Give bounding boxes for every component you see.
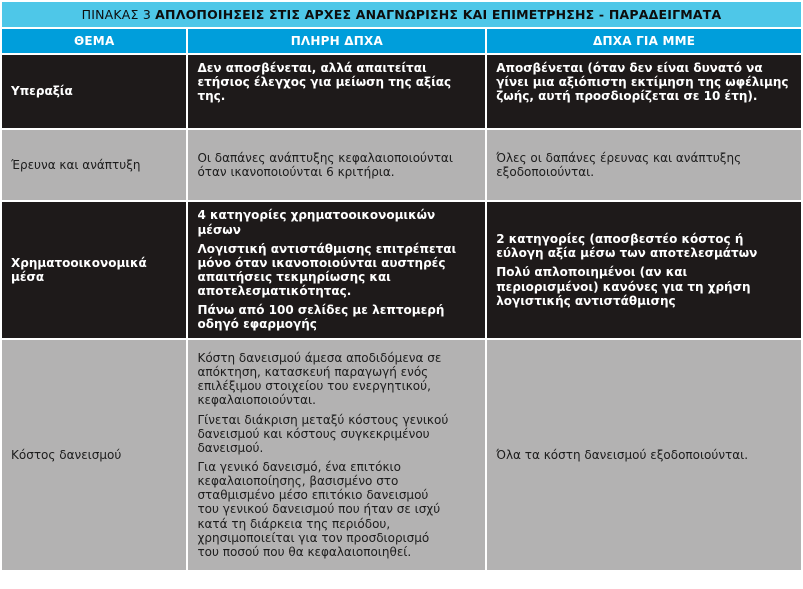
cell-paragraph: Όλα τα κόστη δανεισμού εξοδοποιούνται. (496, 447, 749, 462)
cell-paragraph: Λογιστική αντιστάθμισης επιτρέπεται μόνο όταν ικανοποιούνται αυστηρές απαιτήσεις τεκμηρίωσης και αποτελεσματικότητας. (197, 241, 457, 299)
table-title-text: ΑΠΛΟΠΟΙΗΣΕΙΣ ΣΤΙΣ ΑΡΧΕΣ ΑΝΑΓΝΩΡΙΣΗΣ ΚΑΙ ΕΠΙΜΕΤΡΗΣΗΣ - ΠΑΡΑΔΕΙΓΜΑΤΑ (155, 7, 722, 22)
full-ifrs-cell (188, 55, 485, 128)
full-ifrs-cell (188, 340, 485, 570)
cell-paragraph: Κόστη δανεισμού άμεσα αποδιδόμενα σε απόκτηση, κατασκευή παραγωγή ενός επιλέξιμου στοιχείου του ενεργητικού, κεφαλαιοποιούνται. (197, 350, 442, 408)
full-ifrs-cell (188, 202, 485, 338)
column-header-row (2, 29, 801, 53)
sme-ifrs-cell (487, 202, 801, 338)
table-title (2, 2, 801, 27)
table-body (2, 55, 801, 570)
cell-paragraph: Δεν αποσβένεται, αλλά απαιτείται ετήσιος έλεγχος για μείωση της αξίας της. (197, 61, 452, 104)
theme-cell: Χρηματοοικονομικά μέσα (2, 202, 186, 338)
column-header-theme: ΘΕΜΑ (2, 29, 186, 53)
table-row (2, 202, 801, 338)
cell-paragraph: Πάνω από 100 σελίδες με λεπτομερή οδηγό εφαρμογής (197, 303, 445, 332)
table-row (2, 55, 801, 128)
cell-paragraph: 4 κατηγορίες χρηματοοικονομικών μέσων (197, 208, 436, 237)
column-header-sme-ifrs: ΔΠΧΑ ΓΙΑ ΜΜΕ (487, 29, 801, 53)
theme-cell: Υπεραξία (2, 55, 186, 128)
column-header-full-ifrs: ΠΛΗΡΗ ΔΠΧΑ (188, 29, 485, 53)
cell-paragraph: Οι δαπάνες ανάπτυξης κεφαλαιοποιούνται όταν ικανοποιούνται 6 κριτήρια. (197, 150, 453, 179)
sme-ifrs-cell (487, 130, 801, 200)
cell-paragraph: Για γενικό δανεισμό, ένα επιτόκιο κεφαλαιοποίησης, βασισμένο στο σταθμισμένο μέσο επιτόκιο δανεισμού του γενικού δανεισμού που ήταν σε ισχύ κατά τη διάρκεια της περιόδου, χρησιμοποιείται για τον προσδιορισμό του ποσού που θα κεφαλαιοποιηθεί. (197, 460, 441, 559)
table-row (2, 340, 801, 570)
cell-paragraph: Γίνεται διάκριση μεταξύ κόστους γενικού δανεισμού και κόστους συγκεκριμένου δανεισμού. (197, 412, 449, 455)
cell-paragraph: 2 κατηγορίες (αποσβεστέο κόστος ή εύλογη αξία μέσω των αποτελεσμάτων (496, 232, 758, 261)
cell-paragraph: Όλες οι δαπάνες έρευνας και ανάπτυξης εξοδοποιούνται. (496, 150, 742, 179)
table-title-row (2, 2, 801, 27)
cell-paragraph: Πολύ απλοποιημένοι (αν και περιορισμένοι) κανόνες για τη χρήση λογιστικής αντιστάθμισης (496, 265, 751, 308)
cell-paragraph: Αποσβένεται (όταν δεν είναι δυνατό να γίνει μια αξιόπιστη εκτίμηση της ωφέλιμης ζωής, αυτή προσδιορίζεται σε 10 έτη). (496, 61, 789, 104)
theme-cell: Έρευνα και ανάπτυξη (2, 130, 186, 200)
theme-cell: Κόστος δανεισμού (2, 340, 186, 570)
sme-ifrs-cell (487, 55, 801, 128)
sme-ifrs-cell (487, 340, 801, 570)
table-row (2, 130, 801, 200)
full-ifrs-cell (188, 130, 485, 200)
table-number: ΠΙΝΑΚΑΣ 3 (81, 7, 151, 22)
